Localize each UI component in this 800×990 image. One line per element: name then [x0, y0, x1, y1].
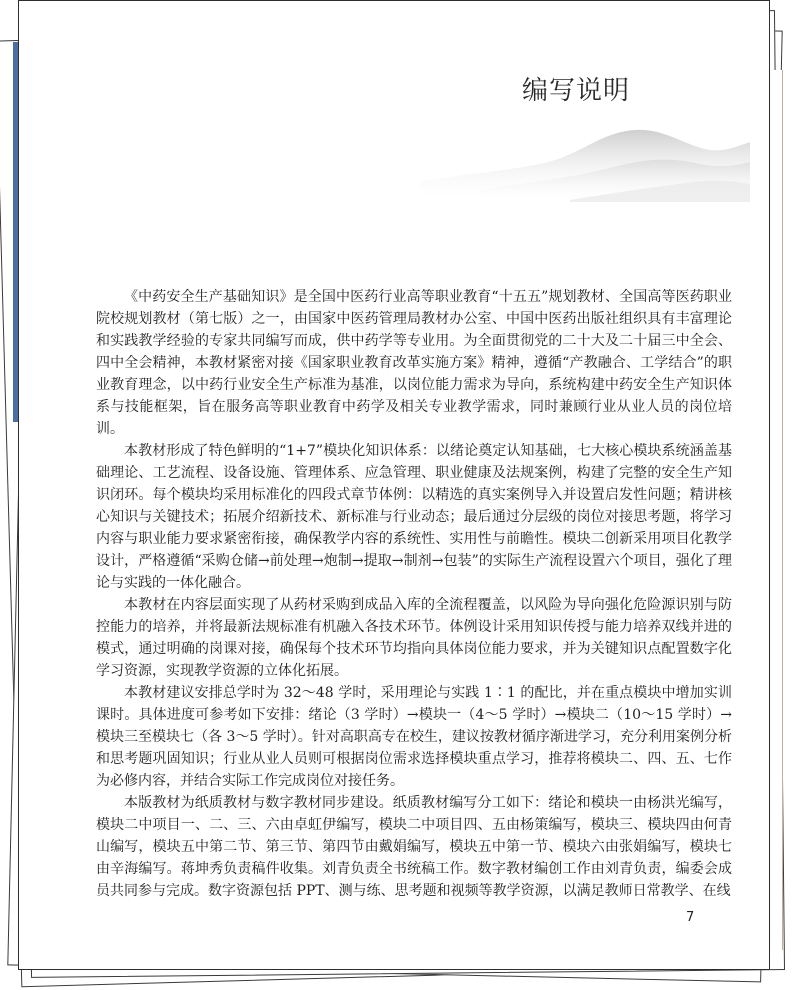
paragraph-schedule: 本教材建议安排总学时为 32～48 学时，采用理论与实践 1∶1 的配比，并在重点模块中增加实训课时。具体进度可参考如下安排：绪论（3 学时）→模块一（4～5 学时）→模块二（10～15 学时）→模块三至模块七（各 3～5 学时）。针对高职高专在校生，建议按教材循序渐进学习，充分利用案例分析和思考题巩固知识；行业从业人员则可根据岗位需求选择模块重点学习，推荐将模块二、四、五、七作为必修内容，并结合实际工作完成岗位对接任务。: [96, 685, 732, 789]
paragraph-structure: 本教材形成了特色鲜明的“1+7”模块化知识体系：以绪论奠定认知基础，七大核心模块系统涵盖基础理论、工艺流程、设备设施、管理体系、应急管理、职业健康及法规案例，构建了完整的安全生产知识闭环。每个模块均采用标准化的四段式章节体例：以精选的真实案例导入并设置启发性问题；精讲核心知识与关键技术；拓展介绍新技术、新标准与行业动态；最后通过分层级的岗位对接思考题，将学习内容与职业能力要求紧密衔接，确保教学内容的系统性、实用性与前瞻性。模块二创新采用项目化教学设计，严格遵循“采购仓储→前处理→炮制→提取→制剂→包装”的实际生产流程设置六个项目，强化了理论与实践的一体化融合。: [96, 443, 732, 591]
paragraph-content: 本教材在内容层面实现了从药材采购到成品入库的全流程覆盖，以风险为导向强化危险源识别与防控能力的培养，并将最新法规标准有机融入各技术环节。体例设计采用知识传授与能力培养双线并进的模式，通过明确的岗课对接，确保每个技术环节均指向具体岗位能力要求，并为关键知识点配置数字化学习资源，实现教学资源的立体化拓展。: [96, 597, 732, 679]
paragraph-intro: 《中药安全生产基础知识》是全国中医药行业高等职业教育“十五五”规划教材、全国高等医药职业院校规划教材（第七版）之一，由国家中医药管理局教材办公室、中国中医药出版社组织具有丰富理论和实践教学经验的专家共同编写而成，供中药学等专业用。为全面贯彻党的二十大及二十届三中全会、四中全会精神，本教材紧密对接《国家职业教育改革实施方案》精神，遵循“产教融合、工学结合”的职业教育理念，以中药行业安全生产标准为基准，以岗位能力需求为导向，系统构建中药安全生产知识体系与技能框架，旨在服务高等职业教育中药学及相关专业教学需求，同时兼顾行业从业人员的岗位培训。: [96, 289, 732, 437]
ink-mountain-illustration: [420, 112, 750, 202]
page-number: 7: [686, 910, 695, 925]
body-text: [96, 286, 732, 902]
paragraph-authors: 本版教材为纸质教材与数字教材同步建设。纸质教材编写分工如下：绪论和模块一由杨洪光编写，模块二中项目一、二、三、六由卓虹伊编写，模块二中项目四、五由杨策编写，模块三、模块四由何青山编写，模块五中第二节、第三节、第四节由戴娟编写，模块五中第一节、模块六由张娟编写，模块七由辛海编写。蒋坤秀负责稿件收集。刘青负责全书统稿工作。数字教材编创工作由刘青负责，编委会成员共同参与完成。数字资源包括 PPT、测与练、思考题和视频等教学资源，以满足教师日常教学、在线: [96, 795, 732, 899]
page-title: 编写说明: [522, 76, 631, 106]
